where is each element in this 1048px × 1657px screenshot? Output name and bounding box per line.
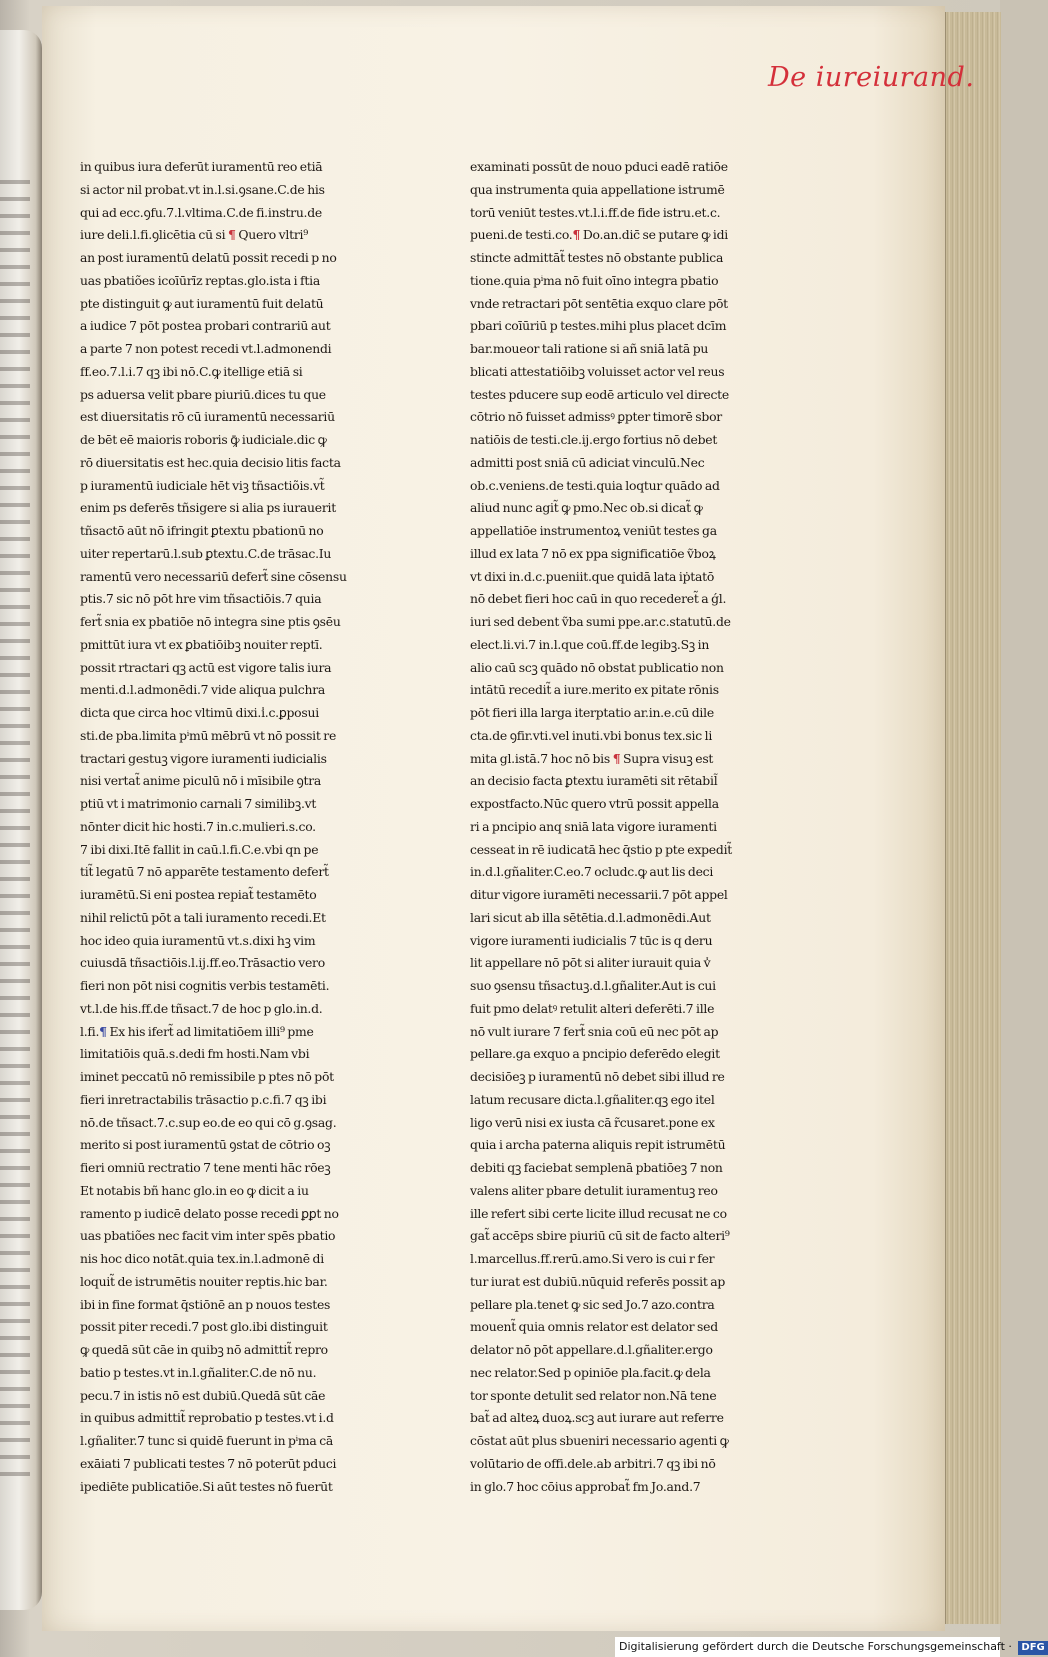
text-line: pecu.7 in istis nō est dubiū.Quedā sūt cāe: [80, 1387, 326, 1403]
text-line: cōtrio nō fuisset admissꝰ ꝑpter timorē sbor: [470, 409, 722, 425]
text-line: fert̃ snia ex pbatiōe nō integra sine ptis ꝯsēu: [80, 614, 341, 629]
text-line: mita gl.istā.7 hoc nō bis ¶ Supra visuꝫ est: [470, 750, 714, 766]
text-line: latum recusare dicta.l.gñaliter.qꝫ ego itel: [470, 1091, 715, 1107]
text-line: ptis.7 sic nō pōt hre vim tñsactiōis.7 quia: [80, 591, 322, 607]
text-line: appellatiōe instrumentoꝝ veniūt testes ga: [470, 523, 717, 538]
text-line: hoc ideo quia iuramentū vt.s.dixi hꝫ vim: [80, 932, 316, 948]
text-line: Et notabis bñ hanc glo.in eo ꝙ dicit a iu: [80, 1182, 309, 1198]
paragraph-mark: ¶: [572, 227, 581, 243]
text-line: cesseat in rē iudicatā hec q̄stio p pte expedit̃: [470, 841, 733, 857]
text-line: pbari coīūriū p testes.mihi plus placet dcīm: [470, 318, 727, 334]
text-line: rō diuersitatis est hec.quia decisio litis facta: [80, 454, 341, 470]
text-line: 7 ibi dixi.Itē fallit in caū.l.fi.C.e.vbi qn pe: [80, 841, 319, 857]
text-line: an post iuramentū delatū possit recedi p no: [80, 250, 337, 265]
text-line: nō debet fieri hoc caū in quo recederet̃ a ǵl.: [470, 591, 727, 607]
text-line: qua instrumenta quia appellatione istrumē: [470, 181, 725, 197]
text-line: volūtario de offi.dele.ab arbitri.7 qꝫ ibi nō: [470, 1455, 716, 1471]
text-line: exāiati 7 publicati testes 7 nō poterūt pduci: [80, 1455, 337, 1471]
text-line: ille refert sibi certe licite illud recusat ne co: [470, 1205, 727, 1221]
paragraph-mark: ¶: [612, 750, 621, 766]
text-line: decisiōeꝫ p iuramentū nō debet sibi illud re: [470, 1069, 725, 1084]
paragraph-mark: ¶: [99, 1023, 107, 1039]
text-line: limitatiōis quā.s.dedi fm hosti.Nam vbi: [80, 1046, 310, 1062]
text-line: fieri omniū rectratio 7 tene menti hāc rōeꝫ: [80, 1160, 331, 1175]
text-line: est diuersitatis rō cū iuramentū necessariū: [80, 409, 335, 425]
footer-text: Digitalisierung gefördert durch die Deutsche Forschungsgemeinschaft ·: [619, 1640, 1012, 1653]
text-line: admitti post sniā cū adiciat vinculū.Nec: [470, 454, 705, 470]
text-line: ibi in fine format q̄stiōnē an p nouos testes: [80, 1296, 331, 1312]
text-line: tione.quia pⁱma nō fuit oīno integra pbatio: [470, 272, 719, 288]
text-line: pellare.ga exquo a pncipio deferēdo elegit: [470, 1046, 720, 1062]
text-line: pōt fieri illa larga iterptatio ar.in.e.cū dile: [470, 705, 714, 720]
text-line: possit rtractari qꝫ actū est vigore talis iura: [80, 659, 332, 675]
text-line: expostfacto.Nūc quero vtrū possit appella: [470, 796, 719, 811]
running-head: De iureiurand.: [768, 62, 975, 93]
text-line: torū veniūt testes.vt.l.i.ff.de fide istru.et.c.: [470, 204, 721, 220]
text-line: uas pbatiões icoīūrīz reptas.glo.ista i ftia: [80, 272, 320, 288]
text-line: ff.eo.7.l.i.7 qꝫ ibi nō.C.ꝙ itellige etiā si: [80, 363, 303, 379]
text-line: uiter repertarū.l.sub ꝑtextu.C.de trāsac.Iu: [80, 545, 332, 561]
text-line: fieri non pōt nisi cognitis verbis testamēti.: [80, 978, 330, 993]
text-line: intātū recedit̃ a iure.merito ex pitate rōnis: [470, 682, 719, 698]
text-line: in.d.l.gñaliter.C.eo.7 ocludc.ꝙ aut lis deci: [470, 864, 714, 880]
text-line: lari sicut ab illa sētētia.d.l.admonēdi.Aut: [470, 909, 711, 925]
text-line: vt.l.de his.ff.de tñsact.7 de hoc p glo.in.d.: [80, 1000, 323, 1016]
text-line: a iudice 7 pōt postea probari contrariū aut: [80, 318, 331, 334]
text-line: elect.li.vi.7 in.l.que coū.ff.de legibꝫ.Sꝫ in: [470, 636, 710, 652]
previous-page-text-bleed: [0, 180, 30, 1480]
text-line: bat̃ ad alteꝝ duoꝝ.scꝫ aut iurare aut referre: [470, 1410, 724, 1426]
text-line: an decisio facta ꝑtextu iuramēti sit rētabil̃: [470, 773, 718, 789]
text-line: pte distinguit ꝙ aut iuramentū fuit delatū: [80, 295, 324, 311]
text-line: ꝙ quedā sūt cāe in quibꝫ nō admittit̃ repro: [80, 1342, 328, 1357]
text-line: l.marcellus.ff.rerū.amo.Si vero is cui r fer: [470, 1251, 715, 1266]
text-line: ipediēte publicatiōe.Si aūt testes nō fuerūt: [80, 1478, 333, 1494]
text-line: pellare pla.tenet ꝙ sic sed Jo.7 azo.contra: [470, 1296, 715, 1312]
text-line: uas pbatiões nec facit vim inter spēs pbatio: [80, 1228, 336, 1244]
text-line: tñsactō aūt nō ifringit ꝑtextu pbationū no: [80, 523, 324, 538]
text-line: tractari gestuꝫ vigore iuramenti iudicialis: [80, 750, 327, 766]
text-line: nōnter dicit hic hosti.7 in.c.mulieri.s.co.: [80, 818, 316, 834]
text-line: alio caū scꝫ quādo nō obstat publicatio non: [470, 659, 724, 675]
text-line: dicta que circa hoc vltimū dixi.i̾.c.ꝑposui: [80, 705, 319, 720]
text-line: quia i archa paterna aliquis repit istrumētū: [470, 1137, 726, 1153]
dfg-logo: DFG: [1018, 1641, 1047, 1655]
text-line: fieri inretractabilis trāsactio p.c.fi.7 qꝫ ibi: [80, 1091, 327, 1107]
text-line: vnde retractari pōt sentētia exquo clare pōt: [470, 295, 728, 311]
text-line: ligo verū nisi ex iusta cā r̃cusaret.pone ex: [470, 1114, 715, 1130]
text-line: ptiū vt i matrimonio carnali 7 similibꝫ.vt: [80, 796, 317, 811]
text-line: tit̃ legatū 7 nō apparēte testamento defert̃: [80, 864, 329, 880]
text-line: pueni.de testi.co.¶ Do.an.dic̄ se putare ꝙ idi: [470, 227, 728, 243]
text-line: nec relator.Sed p opiniōe pla.facit.ꝙ dela: [470, 1364, 711, 1380]
text-line: suo ꝯsensu tñsactuꝫ.d.l.gñaliter.Aut is cui: [470, 978, 716, 993]
text-line: ramentū vero necessariū defert̃ sine cōsensu: [80, 568, 347, 584]
text-line: enim ps deferēs tñsigere si alia ps iurauerit: [80, 500, 336, 516]
text-line: in glo.7 hoc cōius approbat̃ fm Jo.and.7: [470, 1478, 701, 1494]
text-line: iuramētū.Si eni postea repiat̃ testamēto: [80, 887, 317, 902]
text-line: vigore iuramenti iudicialis 7 tūc is q deru: [470, 932, 713, 948]
text-line: iuri sed debent ṽba sumi ppe.ar.c.statutū.de: [470, 614, 731, 629]
text-line: cuiusdā tñsactiōis.l.ij.ff.eo.Trāsactio vero: [80, 955, 325, 971]
text-line: nisi vertat̃ anime piculū nō i mīsibile ꝯtra: [80, 773, 322, 789]
text-line: iure deli.l.fi.ꝯlicētia cū si ¶ Quero vltri⁹: [80, 227, 308, 243]
text-line: stincte admittāt̃ testes nō obstante publica: [470, 250, 724, 265]
left-text-column: [80, 156, 370, 1498]
text-line: pmittūt iura vt ex ꝑbatiōibꝫ nouiter reptī.: [80, 636, 323, 652]
dfg-funding-footer: [615, 1637, 1045, 1657]
text-line: si actor nil probat.vt in.l.si.ꝯsane.C.de his: [80, 181, 325, 197]
book-fore-edge: [945, 12, 1001, 1624]
text-line: nis hoc dico notāt.quia tex.in.l.admonē di: [80, 1251, 324, 1266]
text-line: qui ad ecc.ꝯfu.7.l.vltima.C.de fi.instru.de: [80, 204, 323, 220]
text-line: cta.de ꝯfir.vti.vel inuti.vbi bonus tex.sic li: [470, 727, 713, 743]
text-line: gat̃ accēps sbire piuriū cū sit de facto alteri⁹: [470, 1228, 730, 1244]
text-line: tor sponte detulit sed relator non.Nā tene: [470, 1387, 717, 1403]
text-line: a parte 7 non potest recedi vt.l.admonendi: [80, 341, 332, 356]
text-line: cōstat aūt plus sbueniri necessario agenti ꝙ: [470, 1433, 729, 1448]
text-line: possit piter recedi.7 post glo.ibi distinguit: [80, 1319, 328, 1335]
text-line: ramento p iudicē delato posse recedi ꝑꝑt no: [80, 1205, 339, 1221]
text-line: blicati attestatiōibꝫ voluisset actor vel reus: [470, 363, 725, 379]
text-line: ob.c.veniens.de testi.quia loqtur quādo ad: [470, 477, 720, 493]
text-line: debiti qꝫ faciebat semplenā pbatiōeꝫ 7 non: [470, 1160, 723, 1175]
text-line: mouent̃ quia omnis relator est delator sed: [470, 1319, 718, 1335]
text-line: batio p testes.vt in.l.gñaliter.C.de nō nu.: [80, 1364, 317, 1380]
right-text-column: [470, 156, 760, 1498]
text-line: nō vult iurare 7 fert̃ snia coū eū nec pōt ap: [470, 1023, 719, 1039]
text-line: sti.de pba.limita pⁱmū mēbrū vt nō possit re: [80, 727, 337, 743]
text-line: delator nō pōt appellare.d.l.gñaliter.ergo: [470, 1342, 713, 1357]
text-line: valens aliter pbare detulit iuramentuꝫ reo: [470, 1182, 718, 1198]
text-line: testes pducere sup eodē articulo vel directe: [470, 386, 729, 402]
text-line: l.fi.¶ Ex his ifert̃ ad limitatiōem illi⁹ pme: [80, 1023, 314, 1039]
text-line: nō.de tñsact.7.c.sup eo.de eo qui cō g.ꝯsag.: [80, 1114, 337, 1130]
text-line: lit appellare nō pōt si aliter iurauit quia v̾: [470, 955, 711, 971]
text-line: fuit pmo delatꝰ retulit alteri deferēti.7 ille: [470, 1000, 715, 1016]
text-line: iminet peccatū nō remissibile p ptes nō pōt: [80, 1069, 334, 1084]
text-line: nihil relictū pōt a tali iuramento recedi.Et: [80, 909, 326, 925]
text-line: bar.moueor tali ratione si añ sniā latā pu: [470, 341, 709, 356]
text-line: ri a pncipio anq sniā lata vigore iuramenti: [470, 818, 717, 834]
text-line: merito si post iuramentū ꝯstat de cōtrio oꝫ: [80, 1137, 331, 1153]
text-line: natiōis de testi.cle.ij.ergo fortius nō debet: [470, 432, 718, 447]
text-line: in quibus admittit̃ reprobatio p testes.vt i.d: [80, 1410, 334, 1426]
text-line: ditur vigore iuramēti necessarii.7 pōt appel: [470, 887, 728, 902]
text-line: p iuramentū iudiciale hēt viꝫ tñsactiõis.vt̃: [80, 477, 325, 493]
text-line: vt dixi in.d.c.pueniit.que quidā lata iṗtatō: [470, 568, 715, 584]
paragraph-mark: ¶: [228, 227, 236, 243]
text-line: l.gñaliter.7 tunc si quidē fuerunt in pⁱma cā: [80, 1433, 334, 1448]
text-line: de bēt eē maioris roboris ꝙ̄ iudiciale.dic ꝙ: [80, 432, 327, 447]
text-line: in quibus iura deferūt iuramentū reo etiā: [80, 159, 323, 174]
text-line: menti.d.l.admonēdi.7 vide aliqua pulchra: [80, 682, 326, 698]
text-line: tur iurat est dubiū.nūquid referēs possit ap: [470, 1273, 726, 1289]
text-line: ps aduersa velit pbare piuriū.dices tu que: [80, 386, 326, 402]
text-line: loquit̃ de istrumētis nouiter reptis.hic bar.: [80, 1273, 328, 1289]
text-line: illud ex lata 7 nō ex ppa significatiōe ṽboꝝ: [470, 545, 716, 561]
text-line: aliud nunc agit̃ ꝙ pmo.Nec ob.si dicat̃ ꝙ: [470, 500, 703, 516]
previous-page-edge: [0, 30, 42, 1610]
text-line: examinati possūt de nouo pduci eadē ratiōe: [470, 159, 728, 174]
